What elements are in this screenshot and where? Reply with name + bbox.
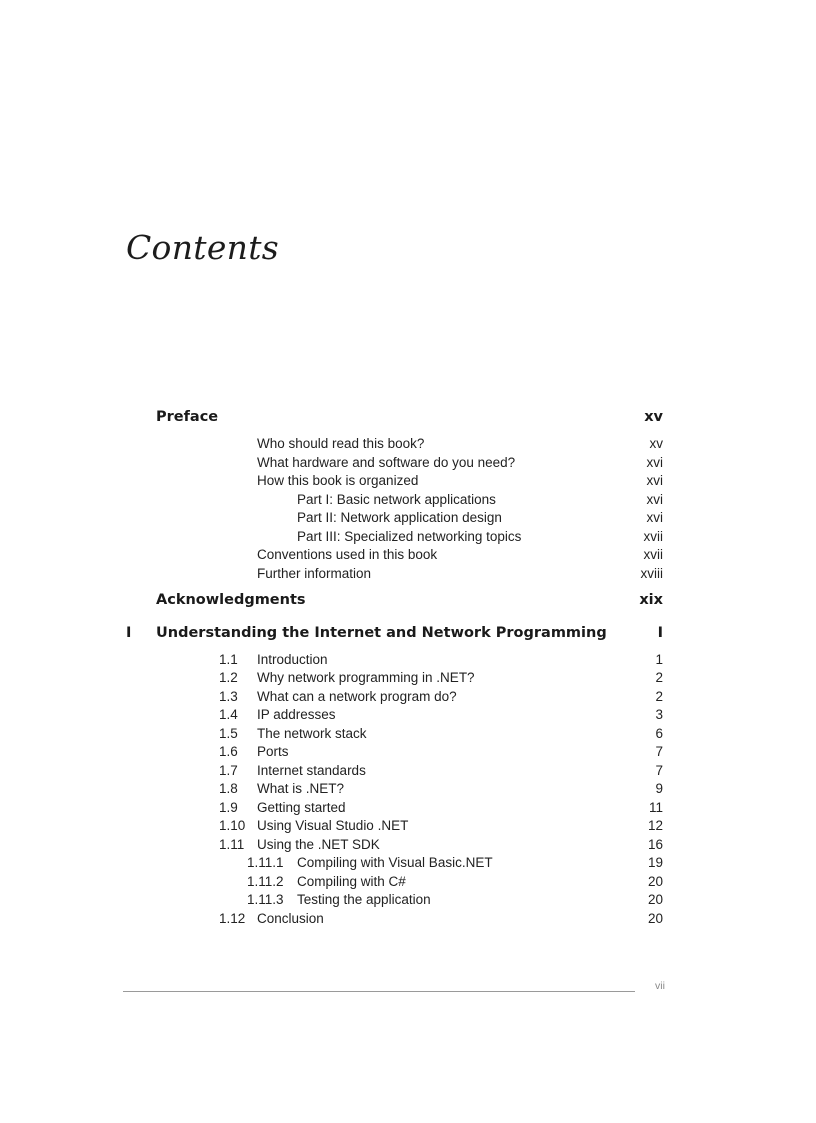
toc-page-chapter-1: I	[657, 625, 663, 641]
section-number: 1.10	[219, 818, 246, 833]
section-number: 1.8	[219, 781, 238, 796]
toc-page: xvi	[646, 510, 663, 525]
toc-entry[interactable]: What is .NET?	[257, 781, 345, 796]
toc-page: 20	[647, 892, 663, 907]
section-number: 1.7	[219, 763, 238, 778]
toc-page: xvi	[646, 492, 663, 507]
section-number: 1.4	[219, 707, 238, 722]
toc-page: 7	[655, 763, 663, 778]
toc-page: xvi	[646, 455, 663, 470]
toc-entry[interactable]: How this book is organized	[257, 473, 419, 488]
toc-entry[interactable]: Further information	[257, 566, 372, 581]
toc-page: xviii	[640, 566, 663, 581]
section-number: 1.5	[219, 726, 238, 741]
toc-subentry[interactable]: Part II: Network application design	[297, 510, 502, 525]
section-number: 1.11.3	[247, 892, 284, 907]
toc-page: 1	[655, 652, 663, 667]
toc-page: 7	[655, 744, 663, 759]
section-number: 1.6	[219, 744, 238, 759]
toc-page: 20	[647, 911, 663, 926]
toc-page: xv	[649, 436, 663, 451]
section-number: 1.2	[219, 670, 238, 685]
toc-heading-preface[interactable]: Preface	[156, 409, 219, 425]
toc-entry[interactable]: The network stack	[257, 726, 367, 741]
toc-entry[interactable]: Introduction	[257, 652, 328, 667]
section-number: 1.11	[219, 837, 245, 852]
toc-entry[interactable]: Using Visual Studio .NET	[257, 818, 409, 833]
toc-page-preface: xv	[644, 409, 663, 425]
toc-subentry[interactable]: Part III: Specialized networking topics	[297, 529, 522, 544]
section-number: 1.11.1	[247, 855, 284, 870]
toc-subentry[interactable]: Compiling with C#	[297, 874, 406, 889]
toc-page: 2	[655, 670, 663, 685]
toc-page: xvi	[646, 473, 663, 488]
toc-entry[interactable]: IP addresses	[257, 707, 336, 722]
section-number: 1.1	[219, 652, 238, 667]
toc-page: 6	[655, 726, 663, 741]
page-title: Contents	[126, 228, 280, 267]
toc-page: 3	[655, 707, 663, 722]
toc-page: 2	[655, 689, 663, 704]
toc-entry[interactable]: Internet standards	[257, 763, 366, 778]
toc-subentry[interactable]: Part I: Basic network applications	[297, 492, 496, 507]
toc-entry[interactable]: Getting started	[257, 800, 346, 815]
toc-heading-chapter-1[interactable]: Understanding the Internet and Network Programming	[156, 625, 607, 641]
toc-entry[interactable]: Who should read this book?	[257, 436, 425, 451]
toc-entry[interactable]: Using the .NET SDK	[257, 837, 380, 852]
toc-page: xvii	[643, 529, 663, 544]
toc-page-acknowledgments: xix	[639, 592, 663, 608]
section-number: 1.3	[219, 689, 238, 704]
toc-page: 11	[648, 800, 663, 815]
section-number: 1.11.2	[247, 874, 284, 889]
toc-entry[interactable]: What can a network program do?	[257, 689, 457, 704]
toc-entry[interactable]: Conclusion	[257, 911, 324, 926]
toc-page: xvii	[643, 547, 663, 562]
toc-page: 9	[655, 781, 663, 796]
toc-entry[interactable]: Why network programming in .NET?	[257, 670, 475, 685]
toc-entry[interactable]: What hardware and software do you need?	[257, 455, 516, 470]
toc-subentry[interactable]: Compiling with Visual Basic.NET	[297, 855, 493, 870]
chapter-number: I	[126, 625, 132, 641]
toc-page: 12	[647, 818, 663, 833]
toc-subentry[interactable]: Testing the application	[297, 892, 431, 907]
toc-heading-acknowledgments[interactable]: Acknowledgments	[156, 592, 306, 608]
toc-page: 20	[647, 874, 663, 889]
footer-rule	[123, 991, 635, 992]
page-number: vii	[655, 980, 665, 992]
section-number: 1.9	[219, 800, 238, 815]
toc-page: 19	[647, 855, 663, 870]
toc-entry[interactable]: Ports	[257, 744, 289, 759]
toc-entry[interactable]: Conventions used in this book	[257, 547, 438, 562]
section-number: 1.12	[219, 911, 246, 926]
toc-page: 16	[647, 837, 663, 852]
